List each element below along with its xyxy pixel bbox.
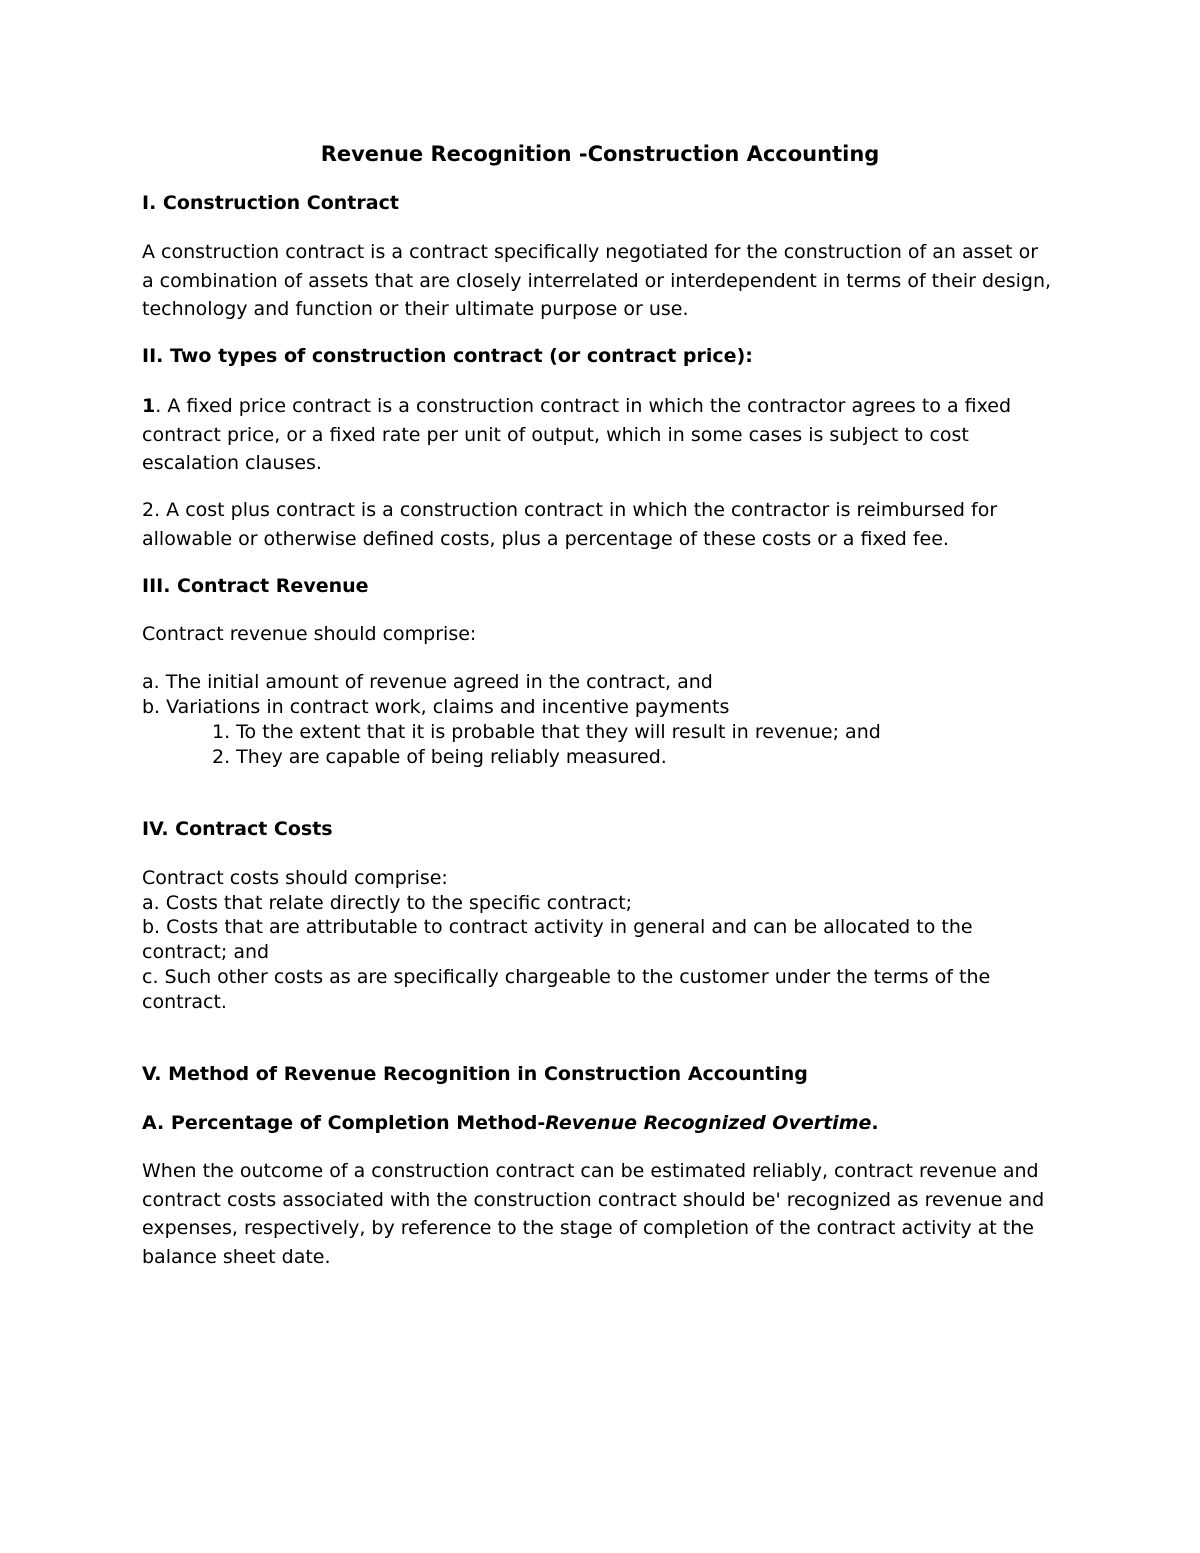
contract-costs-item-a: a. Costs that relate directly to the specific contract; <box>142 892 633 914</box>
contract-revenue-subitem-2: 2. They are capable of being reliably measured. <box>212 746 667 768</box>
section-heading-contract-costs: IV. Contract Costs <box>142 818 333 840</box>
contract-revenue-intro: Contract revenue should comprise: <box>142 623 477 645</box>
percentage-of-completion-label: A. Percentage of Completion Method- <box>142 1112 546 1134</box>
section-heading-construction-contract: I. Construction Contract <box>142 192 399 214</box>
section-heading-contract-types: II. Two types of construction contract (or contract price): <box>142 345 753 367</box>
percentage-of-completion-heading <box>142 1112 1062 1134</box>
fixed-price-item-text: . A fixed price contract is a construction contract in which the contractor agrees to a fixed contract price, or a fixed rate per unit of output, which in some cases is subject to cost escalation clauses. <box>142 395 1012 474</box>
section-heading-contract-revenue: III. Contract Revenue <box>142 575 369 597</box>
contract-costs-item-b: b. Costs that are attributable to contract activity in general and can be allocated to the contract; and <box>142 916 973 963</box>
contract-costs-item-c: c. Such other costs as are specifically chargeable to the customer under the terms of the contract. <box>142 966 991 1013</box>
revenue-recognized-overtime-emphasis: Revenue Recognized Overtime <box>545 1112 872 1134</box>
contract-revenue-item-a: a. The initial amount of revenue agreed in the contract, and <box>142 671 713 693</box>
percentage-of-completion-period: . <box>871 1112 879 1134</box>
percentage-of-completion-body: When the outcome of a construction contract can be estimated reliably, contract revenue and contract costs associated with the construction contract should be' recognized as revenue and expenses, respectively, by reference to the stage of completion of the contract activity at the balance sheet date. <box>142 1160 1045 1268</box>
document-title: Revenue Recognition -Construction Accounting <box>320 142 880 166</box>
construction-contract-definition: A construction contract is a contract specifically negotiated for the construction of an asset or a combination of assets that are closely interrelated or interdependent in terms of their design, technology and function or their ultimate purpose or use. <box>142 241 1052 320</box>
contract-revenue-item-b: b. Variations in contract work, claims and incentive payments <box>142 696 730 718</box>
contract-revenue-subitem-1: 1. To the extent that it is probable that they will result in revenue; and <box>212 721 881 743</box>
section-heading-revenue-recognition-method: V. Method of Revenue Recognition in Construction Accounting <box>142 1063 808 1085</box>
cost-plus-contract-item: 2. A cost plus contract is a construction contract in which the contractor is reimbursed for allowable or otherwise defined costs, plus a percentage of these costs or a fixed fee. <box>142 499 998 550</box>
fixed-price-contract-item <box>142 392 1014 478</box>
fixed-price-item-number: 1 <box>142 395 156 417</box>
contract-costs-intro: Contract costs should comprise: <box>142 867 448 889</box>
